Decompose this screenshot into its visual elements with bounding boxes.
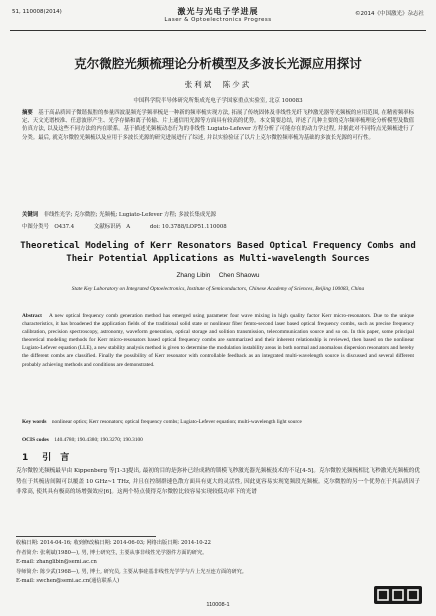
document-code: 文献标识码 A [93, 224, 131, 230]
doi: doi: 10.3788/LOP51.110008 [149, 224, 227, 230]
ocis-text: 140.4780; 190.4380; 190.3270; 190.3100 [54, 437, 143, 443]
section-title: 引 言 [42, 453, 70, 463]
authors-en: Zhang Libin Chen Shaowu [176, 272, 260, 279]
keywords-cn [22, 210, 414, 218]
ocis-codes [22, 435, 414, 443]
section-number: 1 [22, 453, 29, 463]
abstract-en-text: A new optical frequency comb generation method has emerged using parameter four wave mixing in high quality factor Kerr micro-resonators. Due to the unique characteristics, it has broadened the application fields of the traditional solid state or nonlinear fiber femto-second laser based optical frequency combs, such as precise frequency calibration, precision spectroscopy, astronomy, waveform generation, optical storage and solition transmission, telecommunication source and so on. In this paper, some principal theoretical modeling methods for Kerr micro-resonators based optical frequency combs are summarized and their inherent relationship is reviewed, then based on the nonlinear Lugiato-Lefever equation (LLE), a new stability analysis method is given to determine the modulation instability areas in both normal and anomalous dispersion resonators and hereby the different combs are classified. Finally the possibility of Kerr resonator with controllable feedback as an integrated multi-wavelength source is discussed and several different probably achieving methods and conditions are demonstrated. [22, 313, 415, 368]
ocis-label: OCIS codes [22, 437, 49, 443]
title-en: Theoretical Modeling of Kerr Resonators Based Optical Frequency Combs and Their Potential Applications as Multi-wavelength Sources [20, 241, 416, 264]
authors-cn: 张利斌 陈少武 [184, 80, 252, 89]
affiliation-cn: 中国科学院半导体研究所集成光电子学国家重点实验室, 北京 100083 [133, 98, 303, 104]
clc-number: 中图分类号 O437.4 [22, 224, 75, 230]
abstract-en-label: Abstract [22, 313, 42, 319]
footnotes [16, 539, 420, 587]
header-copyright: ©2014《中国激光》杂志社 [355, 11, 424, 17]
intro-paragraph: 克尔微腔光频梳最早由 Kippenberg 等[1-3]提出, 最初的目的是弥补已经成熟的锁模飞秒激光器光频梳技术的不足[4-5]。克尔微腔光频梳相比飞秒激光光频梳的优势在于其梳齿间隔可以覆盖 10 GHz~1 THz, 并且在控制群速色散方面具有更大的灵活性, 因此更容易实现宽频段光频梳。克尔微腔的另一个优势在于其品质因子非常高, 使其具有极高的场增强效应[6]。这两个特点使得克尔微腔比较容易实现较低功率下的光谱 [16, 468, 420, 496]
page-number: 110008-1 [206, 602, 230, 608]
abstract-cn [22, 109, 414, 142]
keywords-en-text: nonlinear optics; Kerr resonators; optical frequency combs; Lugiato-Lefever equation; multi-wavelength light source [51, 419, 302, 425]
abstract-cn-label: 摘要 [22, 110, 33, 116]
section-heading [22, 450, 83, 463]
watermark-logo [374, 586, 422, 604]
footnote-author-bio: 作者简介: 张利斌(1980—), 男, 博士研究生, 主要从事非线性光学器件方面的研究。 [16, 549, 208, 556]
keywords-en [22, 418, 414, 426]
footnote-author-email: E-mail: zhanglibin@semi.ac.cn [16, 559, 97, 565]
journal-name-cn: 激光与光电子学进展 [177, 7, 259, 16]
footnote-advisor-bio: 导师简介: 陈少武(1968—), 男, 博士, 研究员, 主要从事硅基非线性光学学与片上光互连方面的研究。 [16, 568, 247, 575]
keywords-cn-label: 关键词 [22, 212, 39, 218]
journal-name-en: Laser & Optoelectronics Progress [164, 17, 272, 23]
title-cn: 克尔微腔光频梳理论分析模型及多波长光源应用探讨 [74, 56, 362, 71]
keywords-cn-text: 非线性光学; 克尔微腔; 光频梳; Lugiato-Lefever 方程; 多波长集成光源 [43, 212, 217, 218]
running-header [10, 4, 426, 31]
abstract-en [22, 312, 414, 369]
footnote-advisor-email: E-mail: swchen@semi.ac.cn(通信联系人) [16, 578, 120, 584]
watermark-logo-icon [374, 586, 422, 604]
footnote-divider [16, 536, 156, 537]
keywords-en-label: Key words [22, 419, 47, 425]
abstract-cn-text: 基于高品质因子微谐振腔的参量四波混频光学频率梳是一种新的频率梳实现方法, 拓展了传统固体及非线性光纤飞秒激光器等光频梳的应用范围, 在精密频率标定、天文光谱校准、任意波形产生、光学存储和离子传输、片上通信用光源等方面具有较高的优势。本文简要总结, 评述了几种主要的克尔频率梳理论分析模型及数值仿真方法, 以及这些不同方法的内在联系。基于描述光频梳动态行为的非线性 Lugiato-Lefever 方程分析了可能存在的动力学过程, 并据此对不同特点光频梳进行了分类。最后, 就克尔微腔光频梳以及应用于多波长光源的研究进展进行了综述, 并以实验验证了以片上克尔微腔频率梳为基础的多波长光源的可行性。 [22, 110, 414, 141]
header-volume: 51, 110008(2014) [12, 9, 62, 15]
affiliation-en: State Key Laboratory on Integrated Optoelectronics, Institute of Semiconductors, Chinese Academy of Sciences, Beijing 100083, China [71, 286, 365, 292]
footnote-dates: 收稿日期: 2014-04-16; 收到修改稿日期: 2014-06-03; 网络出版日期: 2014-10-22 [16, 540, 211, 546]
classification-cn [22, 222, 414, 230]
